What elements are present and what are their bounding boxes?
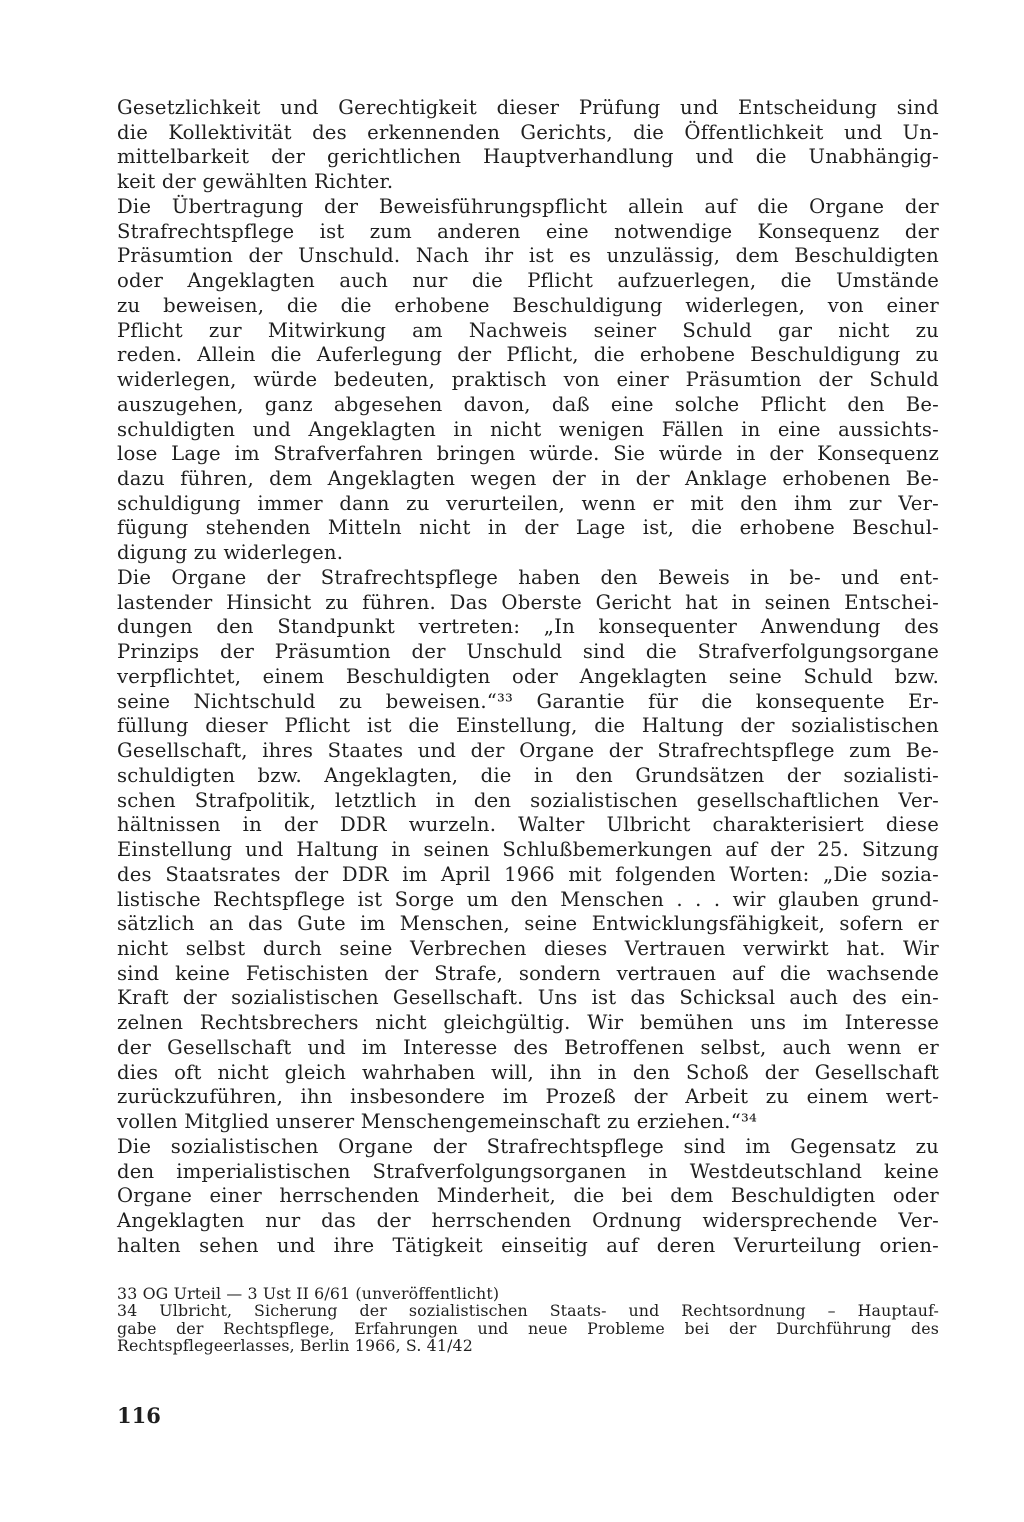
body-line: verpflichtet, einem Beschuldigten oder Angeklagten seine Schuld bzw. (117, 664, 939, 688)
footnote-line: Rechtspflegeerlasses, Berlin 1966, S. 41/42 (117, 1336, 473, 1356)
body-line: vollen Mitglied unserer Menschengemeinschaft zu erziehen.“³⁴ (117, 1110, 758, 1134)
body-line: schuldigten bzw. Angeklagten, die in den Grundsätzen der sozialisti- (117, 763, 939, 787)
body-line: schen Strafpolitik, letztlich in den sozialistischen gesellschaftlichen Ver- (117, 788, 939, 812)
body-line: oder Angeklagten auch nur die Pflicht aufzuerlegen, die Umstände (117, 269, 939, 293)
body-line: mittelbarkeit der gerichtlichen Hauptverhandlung und die Unabhängig- (117, 145, 939, 169)
body-line: digung zu widerlegen. (117, 541, 344, 565)
body-line: Pflicht zur Mitwirkung am Nachweis seiner Schuld gar nicht zu (117, 318, 939, 342)
body-line: der Gesellschaft und im Interesse des Betroffenen selbst, auch wenn er (117, 1035, 939, 1059)
body-line: schuldigten und Angeklagten in nicht wenigen Fällen in eine aussichts- (117, 417, 939, 441)
body-line: widerlegen, würde bedeuten, praktisch von einer Präsumtion der Schuld (117, 368, 939, 392)
body-line: Einstellung und Haltung in seinen Schlußbemerkungen auf der 25. Sitzung (117, 838, 939, 862)
body-line: halten sehen und ihre Tätigkeit einseitig auf deren Verurteilung orien- (117, 1233, 939, 1257)
body-line: Organe einer herrschenden Minderheit, die bei dem Beschuldigten oder (117, 1184, 939, 1208)
body-line: sind keine Fetischisten der Strafe, sondern vertrauen auf die wachsende (117, 961, 939, 985)
body-line: dazu führen, dem Angeklagten wegen der in der Anklage erhobenen Be- (117, 467, 939, 491)
body-line: Strafrechtspflege ist zum anderen eine notwendige Konsequenz der (117, 219, 939, 243)
body-line: zurückzuführen, ihn insbesondere im Prozeß der Arbeit zu einem wert- (117, 1085, 939, 1109)
body-line: Präsumtion der Unschuld. Nach ihr ist es unzulässig, dem Beschuldigten (117, 244, 939, 268)
body-line: seine Nichtschuld zu beweisen.“³³ Garantie für die konsequente Er- (117, 689, 939, 713)
body-line: dies oft nicht gleich wahrhaben will, ihn in den Schoß der Gesellschaft (117, 1060, 939, 1084)
body-line: Prinzips der Präsumtion der Unschuld sind die Strafverfolgungsorgane (117, 640, 939, 664)
body-text (117, 96, 939, 1259)
body-line: Die Übertragung der Beweisführungspflicht allein auf die Organe der (117, 194, 939, 218)
body-line: hältnissen in der DDR wurzeln. Walter Ulbricht charakterisiert diese (117, 813, 939, 837)
body-line: Die Organe der Strafrechtspflege haben den Beweis in be- und ent- (117, 565, 939, 589)
body-line: zelnen Rechtsbrechers nicht gleichgültig. Wir bemühen uns im Interesse (117, 1011, 939, 1035)
body-line: die Kollektivität des erkennenden Gerichts, die Öffentlichkeit und Un- (117, 120, 939, 144)
body-line: Gesetzlichkeit und Gerechtigkeit dieser Prüfung und Entscheidung sind (117, 96, 939, 119)
body-line: listische Rechtspflege ist Sorge um den Menschen . . . wir glauben grund- (117, 887, 939, 911)
body-line: zu beweisen, die die erhobene Beschuldigung widerlegen, von einer (117, 293, 939, 317)
footnotes (117, 1285, 939, 1355)
footnote-line: gabe der Rechtspflege, Erfahrungen und neue Probleme bei der Durchführung des (117, 1318, 939, 1338)
body-line: auszugehen, ganz abgesehen davon, daß eine solche Pflicht den Be- (117, 392, 939, 416)
body-line: fügung stehenden Mitteln nicht in der Lage ist, die erhobene Beschul- (117, 516, 939, 540)
body-line: des Staatsrates der DDR im April 1966 mit folgenden Worten: „Die sozia- (117, 862, 939, 886)
body-line: Gesellschaft, ihres Staates und der Organe der Strafrechtspflege zum Be- (117, 739, 939, 763)
body-line: lose Lage im Strafverfahren bringen würde. Sie würde in der Konsequenz (117, 442, 939, 466)
body-line: lastender Hinsicht zu führen. Das Oberste Gericht hat in seinen Entschei- (117, 590, 939, 614)
body-line: dungen den Standpunkt vertreten: „In konsequenter Anwendung des (117, 615, 939, 639)
page-number: 116 (117, 1403, 161, 1428)
body-line: keit der gewählten Richter. (117, 170, 394, 194)
footnote-line: 34 Ulbricht, Sicherung der sozialistischen Staats- und Rechtsordnung – Hauptauf- (117, 1301, 939, 1321)
body-line: sätzlich an das Gute im Menschen, seine Entwicklungsfähigkeit, sofern er (117, 912, 939, 936)
page-content (117, 96, 939, 1355)
body-line: nicht selbst durch seine Verbrechen dieses Vertrauen verwirkt hat. Wir (117, 936, 939, 960)
body-line: den imperialistischen Strafverfolgungsorganen in Westdeutschland keine (117, 1159, 939, 1183)
body-line: schuldigung immer dann zu verurteilen, wenn er mit den ihm zur Ver- (117, 491, 939, 515)
body-line: füllung dieser Pflicht ist die Einstellung, die Haltung der sozialistischen (117, 714, 939, 738)
body-line: Angeklagten nur das der herrschenden Ordnung widersprechende Ver- (117, 1209, 939, 1233)
body-line: Die sozialistischen Organe der Strafrechtspflege sind im Gegensatz zu (117, 1134, 939, 1158)
body-line: Kraft der sozialistischen Gesellschaft. Uns ist das Schicksal auch des ein- (117, 986, 939, 1010)
footnote-line: 33 OG Urteil — 3 Ust II 6/61 (unveröffentlicht) (117, 1283, 500, 1303)
body-line: reden. Allein die Auferlegung der Pflicht, die erhobene Beschuldigung zu (117, 343, 939, 367)
